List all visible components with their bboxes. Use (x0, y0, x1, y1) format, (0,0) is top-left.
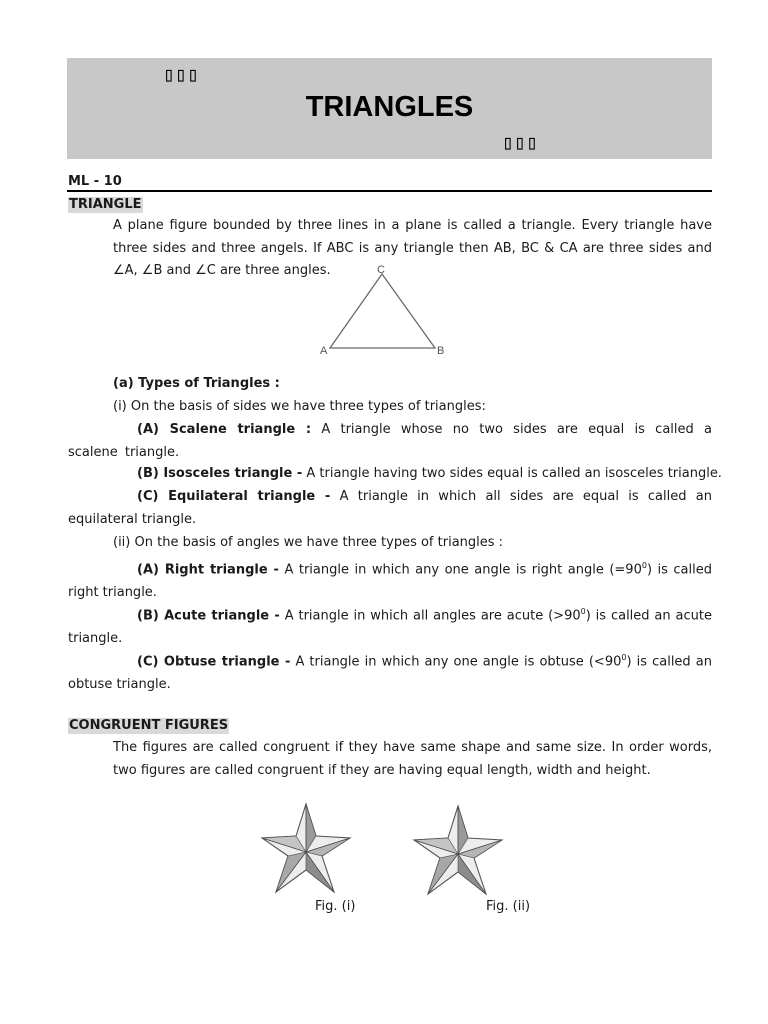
star-figure-1 (258, 800, 354, 898)
angles-intro: (ii) On the basis of angles we have three types of triangles : (113, 535, 504, 550)
scalene-text: A triangle whose no two sides are equal is called a scalene triangle. (68, 422, 712, 460)
congruent-heading: CONGRUENT FIGURES (69, 718, 229, 733)
title-banner (67, 58, 712, 159)
right-text-a: A triangle in which any one angle is right angle (=90 (284, 562, 642, 578)
right-term: (A) Right triangle - (137, 562, 279, 578)
vertex-label-b: B (437, 345, 445, 357)
acute-text-a: A triangle in which all angles are acute (>90 (284, 608, 581, 624)
acute-degree-mark: 0 (580, 607, 586, 616)
sides-intro: (i) On the basis of sides we have three types of triangles: (113, 399, 486, 414)
equilateral-term: (C) Equilateral triangle - (137, 489, 331, 504)
right-degree-mark: 0 (641, 561, 647, 570)
acute-definition (68, 601, 712, 650)
header-rule (67, 190, 712, 192)
vertex-label-c: C (377, 264, 385, 276)
figure-2-caption: Fig. (ii) (486, 899, 531, 914)
isosceles-definition (137, 465, 722, 483)
types-heading: (a) Types of Triangles : (113, 376, 280, 391)
scalene-definition (68, 419, 712, 464)
triangle-diagram (315, 262, 455, 358)
congruent-text: The figures are called congruent if they have same shape and same size. In order words, two figures are called congruent if they are having equal length, width and height. (113, 740, 712, 778)
vertex-label-a: A (320, 345, 328, 357)
obtuse-definition (68, 647, 712, 696)
placeholder-glyphs-top: ▯▯▯ (163, 62, 200, 86)
obtuse-term: (C) Obtuse triangle - (137, 654, 291, 670)
triangle-shape (330, 274, 435, 348)
star-figure-2 (410, 802, 506, 900)
right-text-b: ) is called right triangle. (68, 562, 712, 600)
page-title: TRIANGLES (305, 91, 474, 123)
obtuse-text-a: A triangle in which any one angle is obtuse (<90 (295, 654, 622, 670)
obtuse-text-b: ) is called an obtuse triangle. (68, 654, 712, 692)
right-definition (68, 555, 712, 604)
equilateral-definition (68, 486, 712, 531)
module-code: ML - 10 (68, 174, 122, 189)
isosceles-text: A triangle having two sides equal is called an isosceles triangle. (306, 466, 722, 481)
isosceles-term: (B) Isosceles triangle - (137, 466, 303, 481)
obtuse-degree-mark: 0 (621, 653, 627, 662)
acute-text-b: ) is called an acute triangle. (68, 608, 712, 646)
triangle-heading: TRIANGLE (69, 197, 142, 212)
scalene-term: (A) Scalene triangle : (137, 422, 312, 437)
acute-term: (B) Acute triangle - (137, 608, 280, 624)
placeholder-glyphs-bottom: ▯▯▯ (502, 130, 539, 154)
equilateral-text: A triangle in which all sides are equal is called an equilateral triangle. (68, 489, 712, 527)
figure-1-caption: Fig. (i) (315, 899, 356, 914)
triangle-intro: A plane figure bounded by three lines in a plane is called a triangle. Every triangle have three sides and three angels. If ABC is any triangle then AB, BC & CA are three sides and ∠A, ∠B and ∠C are three angles. (113, 218, 712, 278)
